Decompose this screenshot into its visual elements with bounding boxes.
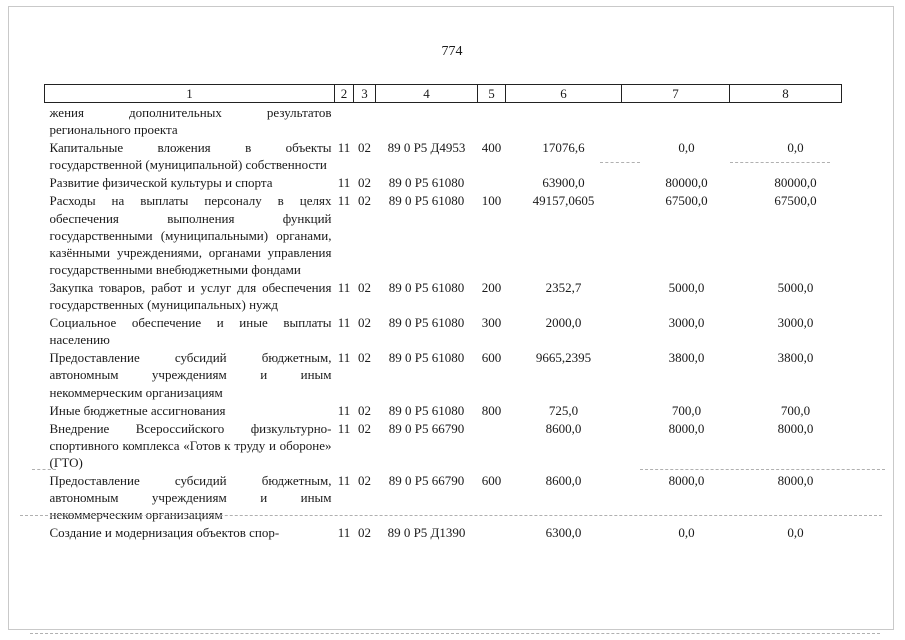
header-col-4: 4 [376, 85, 478, 103]
row-subsection: 02 [358, 279, 371, 295]
table-row [45, 523, 842, 541]
row-section: 11 [337, 279, 351, 295]
row-amount-2: 3000,0 [668, 315, 705, 331]
row-amount-3: 8000,0 [777, 420, 814, 436]
row-amount-3: 67500,0 [774, 193, 817, 209]
row-amount-3: 700,0 [780, 402, 811, 418]
row-amount-3 [730, 103, 842, 139]
row-section: 11 [337, 315, 351, 331]
row-expense-type: 100 [481, 193, 502, 209]
row-expense-type: 600 [481, 350, 502, 366]
row-subsection: 02 [358, 140, 371, 156]
row-amount-2: 700,0 [671, 402, 702, 418]
row-target-code: 89 0 Р5 66790 [388, 472, 465, 488]
row-name: Создание и модернизация объектов спор- [49, 525, 280, 541]
row-name: жения дополнительных результатов регионального проекта [49, 105, 332, 138]
scan-dash-line [30, 633, 880, 634]
row-target-code: 89 0 Р5 61080 [388, 350, 465, 366]
row-section: 11 [337, 472, 351, 488]
row-target-code: 89 0 Р5 61080 [388, 279, 465, 295]
table-row [45, 103, 842, 139]
row-target-code: 89 0 Р5 Д4953 [387, 140, 466, 156]
row-subsection: 02 [358, 350, 371, 366]
table-row [45, 419, 842, 471]
row-subsection: 02 [358, 472, 371, 488]
row-subsection: 02 [358, 420, 371, 436]
row-section [335, 103, 354, 139]
table-row [45, 138, 842, 173]
row-amount-2: 0,0 [678, 525, 695, 541]
row-amount-2: 5000,0 [668, 279, 705, 295]
row-amount-3: 3000,0 [777, 315, 814, 331]
page-number: 774 [441, 44, 463, 59]
row-subsection: 02 [358, 525, 371, 541]
row-subsection: 02 [358, 315, 371, 331]
row-amount-3: 3800,0 [777, 350, 814, 366]
header-col-1: 1 [45, 85, 335, 103]
row-amount-1: 2352,7 [545, 279, 582, 295]
row-section: 11 [337, 175, 351, 191]
row-section: 11 [337, 193, 351, 209]
header-col-2: 2 [335, 85, 354, 103]
row-amount-1: 9665,2395 [535, 350, 592, 366]
row-section: 11 [337, 140, 351, 156]
row-amount-3: 80000,0 [774, 175, 817, 191]
row-target-code: 89 0 Р5 61080 [388, 193, 465, 209]
row-section: 11 [337, 420, 351, 436]
row-name: Развитие физической культуры и спорта [49, 175, 273, 191]
scan-dash-line [730, 162, 830, 163]
row-subsection: 02 [358, 402, 371, 418]
header-col-8: 8 [730, 85, 842, 103]
row-amount-2: 80000,0 [665, 175, 708, 191]
row-amount-1: 63900,0 [542, 175, 585, 191]
row-amount-1: 8600,0 [545, 472, 582, 488]
row-amount-3: 5000,0 [777, 279, 814, 295]
row-amount-1: 2000,0 [545, 315, 582, 331]
row-name: Внедрение Всероссийского физкультурно-спортивного комплекса «Готов к труду и обороне» (ГТО) [49, 420, 332, 470]
row-amount-1: 17076,6 [542, 140, 585, 156]
row-amount-3: 0,0 [787, 525, 804, 541]
row-subsection [354, 103, 376, 139]
row-section: 11 [337, 525, 351, 541]
table-row [45, 173, 842, 191]
row-expense-type [478, 419, 506, 471]
row-section: 11 [337, 350, 351, 366]
row-target-code: 89 0 Р5 61080 [388, 175, 465, 191]
row-expense-type [478, 173, 506, 191]
scan-dash-line [32, 469, 56, 470]
row-section: 11 [337, 402, 351, 418]
scan-dash-line [600, 162, 640, 163]
header-row [45, 85, 842, 103]
row-amount-2: 8000,0 [668, 420, 705, 436]
header-col-7: 7 [622, 85, 730, 103]
header-col-5: 5 [478, 85, 506, 103]
row-name: Иные бюджетные ассигнования [49, 402, 226, 418]
row-name: Закупка товаров, работ и услуг для обеспечения государственных (муниципальных) нужд [49, 279, 332, 313]
row-expense-type: 200 [481, 279, 502, 295]
row-expense-type [478, 523, 506, 541]
row-target-code: 89 0 Р5 66790 [388, 420, 465, 436]
row-amount-2: 67500,0 [665, 193, 708, 209]
table-row [45, 313, 842, 348]
row-expense-type: 600 [481, 472, 502, 488]
row-target-code [376, 103, 478, 139]
row-subsection: 02 [358, 175, 371, 191]
row-expense-type: 800 [481, 402, 502, 418]
row-name: Расходы на выплаты персоналу в целях обеспечения выполнения функций государственными (муниципальными) органами, казёнными учреждениями, органами управления государственными внебюджетными фондами [49, 193, 332, 277]
row-amount-2: 3800,0 [668, 350, 705, 366]
table-row [45, 348, 842, 400]
header-col-6: 6 [506, 85, 622, 103]
header-col-3: 3 [354, 85, 376, 103]
row-target-code: 89 0 Р5 61080 [388, 315, 465, 331]
row-amount-1 [506, 103, 622, 139]
row-amount-3: 8000,0 [777, 472, 814, 488]
row-target-code: 89 0 Р5 Д1390 [387, 525, 466, 541]
row-amount-3: 0,0 [787, 140, 804, 156]
table-row [45, 401, 842, 419]
row-name: Предоставление субсидий бюджетным, автономным учреждениям и иным некоммерческим организациям [49, 350, 332, 400]
row-subsection: 02 [358, 193, 371, 209]
table-row [45, 191, 842, 277]
scan-dash-line [20, 515, 882, 516]
row-name: Капитальные вложения в объекты государственной (муниципальной) собственности [49, 140, 332, 173]
row-amount-1: 49157,0605 [532, 193, 595, 209]
row-expense-type [478, 103, 506, 139]
row-amount-2: 8000,0 [668, 472, 705, 488]
row-amount-1: 725,0 [548, 402, 579, 418]
row-expense-type: 400 [481, 140, 502, 156]
row-amount-1: 8600,0 [545, 420, 582, 436]
row-name: Социальное обеспечение и иные выплаты населению [49, 315, 332, 348]
budget-table [44, 84, 842, 541]
row-amount-2: 0,0 [678, 140, 695, 156]
row-target-code: 89 0 Р5 61080 [388, 402, 465, 418]
row-name: Предоставление субсидий бюджетным, автономным учреждениям и иным некоммерческим организациям [49, 472, 332, 523]
row-expense-type: 300 [481, 315, 502, 331]
row-amount-1: 6300,0 [545, 525, 582, 541]
row-amount-2 [622, 103, 730, 139]
table-row [45, 278, 842, 313]
scan-dash-line [640, 469, 885, 470]
